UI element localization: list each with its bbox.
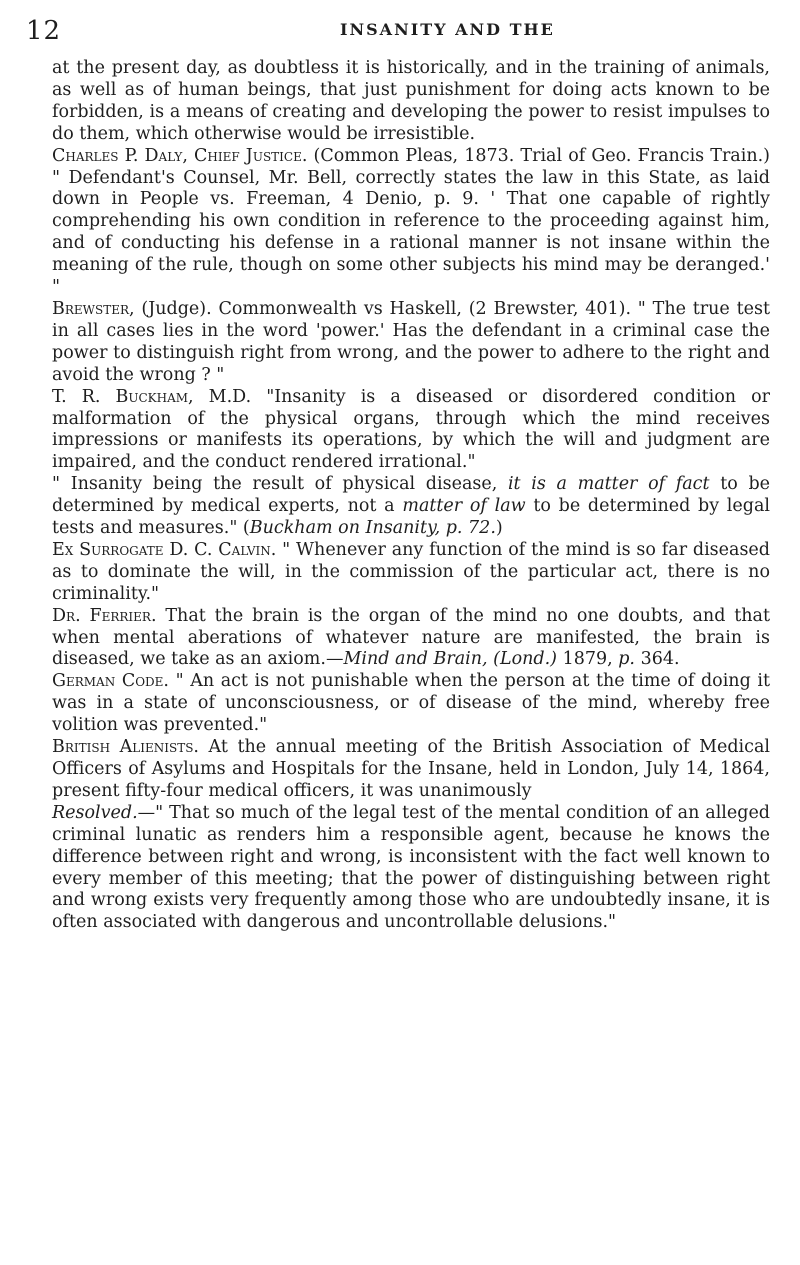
paragraph-buckham-quote — [52, 474, 770, 540]
citation: Buckham on Insanity, p. 72. — [249, 518, 496, 539]
body-text — [52, 58, 770, 934]
paragraph-text: to be determined by medical experts, not a — [52, 474, 771, 517]
paragraph-text: 1879, — [557, 649, 619, 670]
paragraph-text: At the annual meeting of the British Association of Medical Officers of Asylums and Hospitals for the Insane, held in London, July 14, 1864, present fifty-four medical officers, it was unanimously — [52, 737, 770, 801]
emphasis: p. — [618, 649, 635, 670]
running-head: INSANITY AND THE — [340, 20, 555, 39]
paragraph-brewster — [52, 299, 770, 387]
speaker-name: T. R. Buckham, M.D. — [52, 386, 252, 407]
page-number: 12 — [26, 16, 62, 46]
emphasis: it is a matter of fact — [507, 474, 710, 495]
speaker-name: Brewster, — [52, 298, 135, 319]
paragraph-text: That the brain is the organ of the mind no one doubts, and that when mental aberations of whatever nature are manifested, the brain is diseased, we take as an axiom.— — [52, 605, 770, 670]
paragraph-continuation — [52, 58, 770, 146]
speaker-name: German Code. — [52, 671, 169, 692]
paragraph-calvin — [52, 540, 770, 606]
paragraph-daly — [52, 146, 770, 299]
paragraph-german-code — [52, 671, 770, 737]
speaker-name: Charles P. Daly, Chief Justice. — [52, 145, 308, 166]
paragraph-text: 364. — [635, 649, 680, 670]
paragraph-text: " Insanity being the result of physical disease, — [52, 474, 508, 495]
paragraph-buckham — [52, 387, 770, 475]
paragraph-text: at the present day, as doubtless it is historically, and in the training of animals, as well as of human beings, that just punishment for doing acts known to be forbidden, is a means of creating and developing the power to resist impulses to do them, which otherwise would be irresistible. — [52, 58, 770, 144]
paragraph-text: "Insanity is a diseased or disordered condition or malformation of the physical organs, through which the mind receives impressions or manifests its operations, by which the will and judgment are impaired, and the conduct rendered irrational." — [52, 386, 770, 473]
paragraph-text: (Common Pleas, 1873. Trial of Geo. Francis Train.) " Defendant's Counsel, Mr. Bell, correctly states the law in this State, as laid down in People vs. Freeman, 4 Denio, p. 9. ' That one capable of rightly comprehending his own condition in reference to the proceeding against him, and of conducting his defense in a rational manner is not insane within the meaning of the rule, though on some other subjects his mind may be deranged.' " — [52, 145, 770, 298]
speaker-name: British Alienists. — [52, 737, 199, 758]
paragraph-text: " Whenever any function of the mind is so far diseased as to dominate the will, in the commission of the particular act, there is no criminality." — [52, 539, 770, 604]
emphasis: matter of law — [402, 496, 526, 517]
paragraph-ferrier — [52, 606, 770, 672]
citation: Mind and Brain, (Lond.) — [343, 649, 557, 670]
paragraph-text: (Judge). Commonwealth vs Haskell, (2 Brewster, 401). " The true test in all cases lies in the word 'power.' Has the defendant in a criminal case the power to distinguish right from wrong, and the power to adhere to the right and avoid the wrong ? " — [52, 298, 770, 385]
emphasis: Resolved. — [52, 802, 138, 823]
speaker-name: Ex Surrogate D. C. Calvin. — [52, 539, 277, 560]
paragraph-british-alienists — [52, 737, 770, 803]
paragraph-text: to be determined by legal tests and measures." ( — [52, 496, 770, 539]
speaker-name: Dr. Ferrier. — [52, 605, 157, 626]
paragraph-text: —" That so much of the legal test of the mental condition of an alleged criminal lunatic as renders him a responsible agent, because he knows the difference between right and wrong, is inconsistent with the fact well known to every member of this meeting; that the power of distinguishing between right and wrong exists very frequently among those who are undoubtedly insane, it is often associated with dangerous and uncontrollable delusions." — [52, 802, 770, 933]
paragraph-text: ) — [495, 518, 503, 539]
paragraph-resolved — [52, 803, 770, 934]
paragraph-text: " An act is not punishable when the person at the time of doing it was in a state of unconsciousness, or of disease of the mind, whereby free volition was prevented." — [52, 671, 770, 736]
